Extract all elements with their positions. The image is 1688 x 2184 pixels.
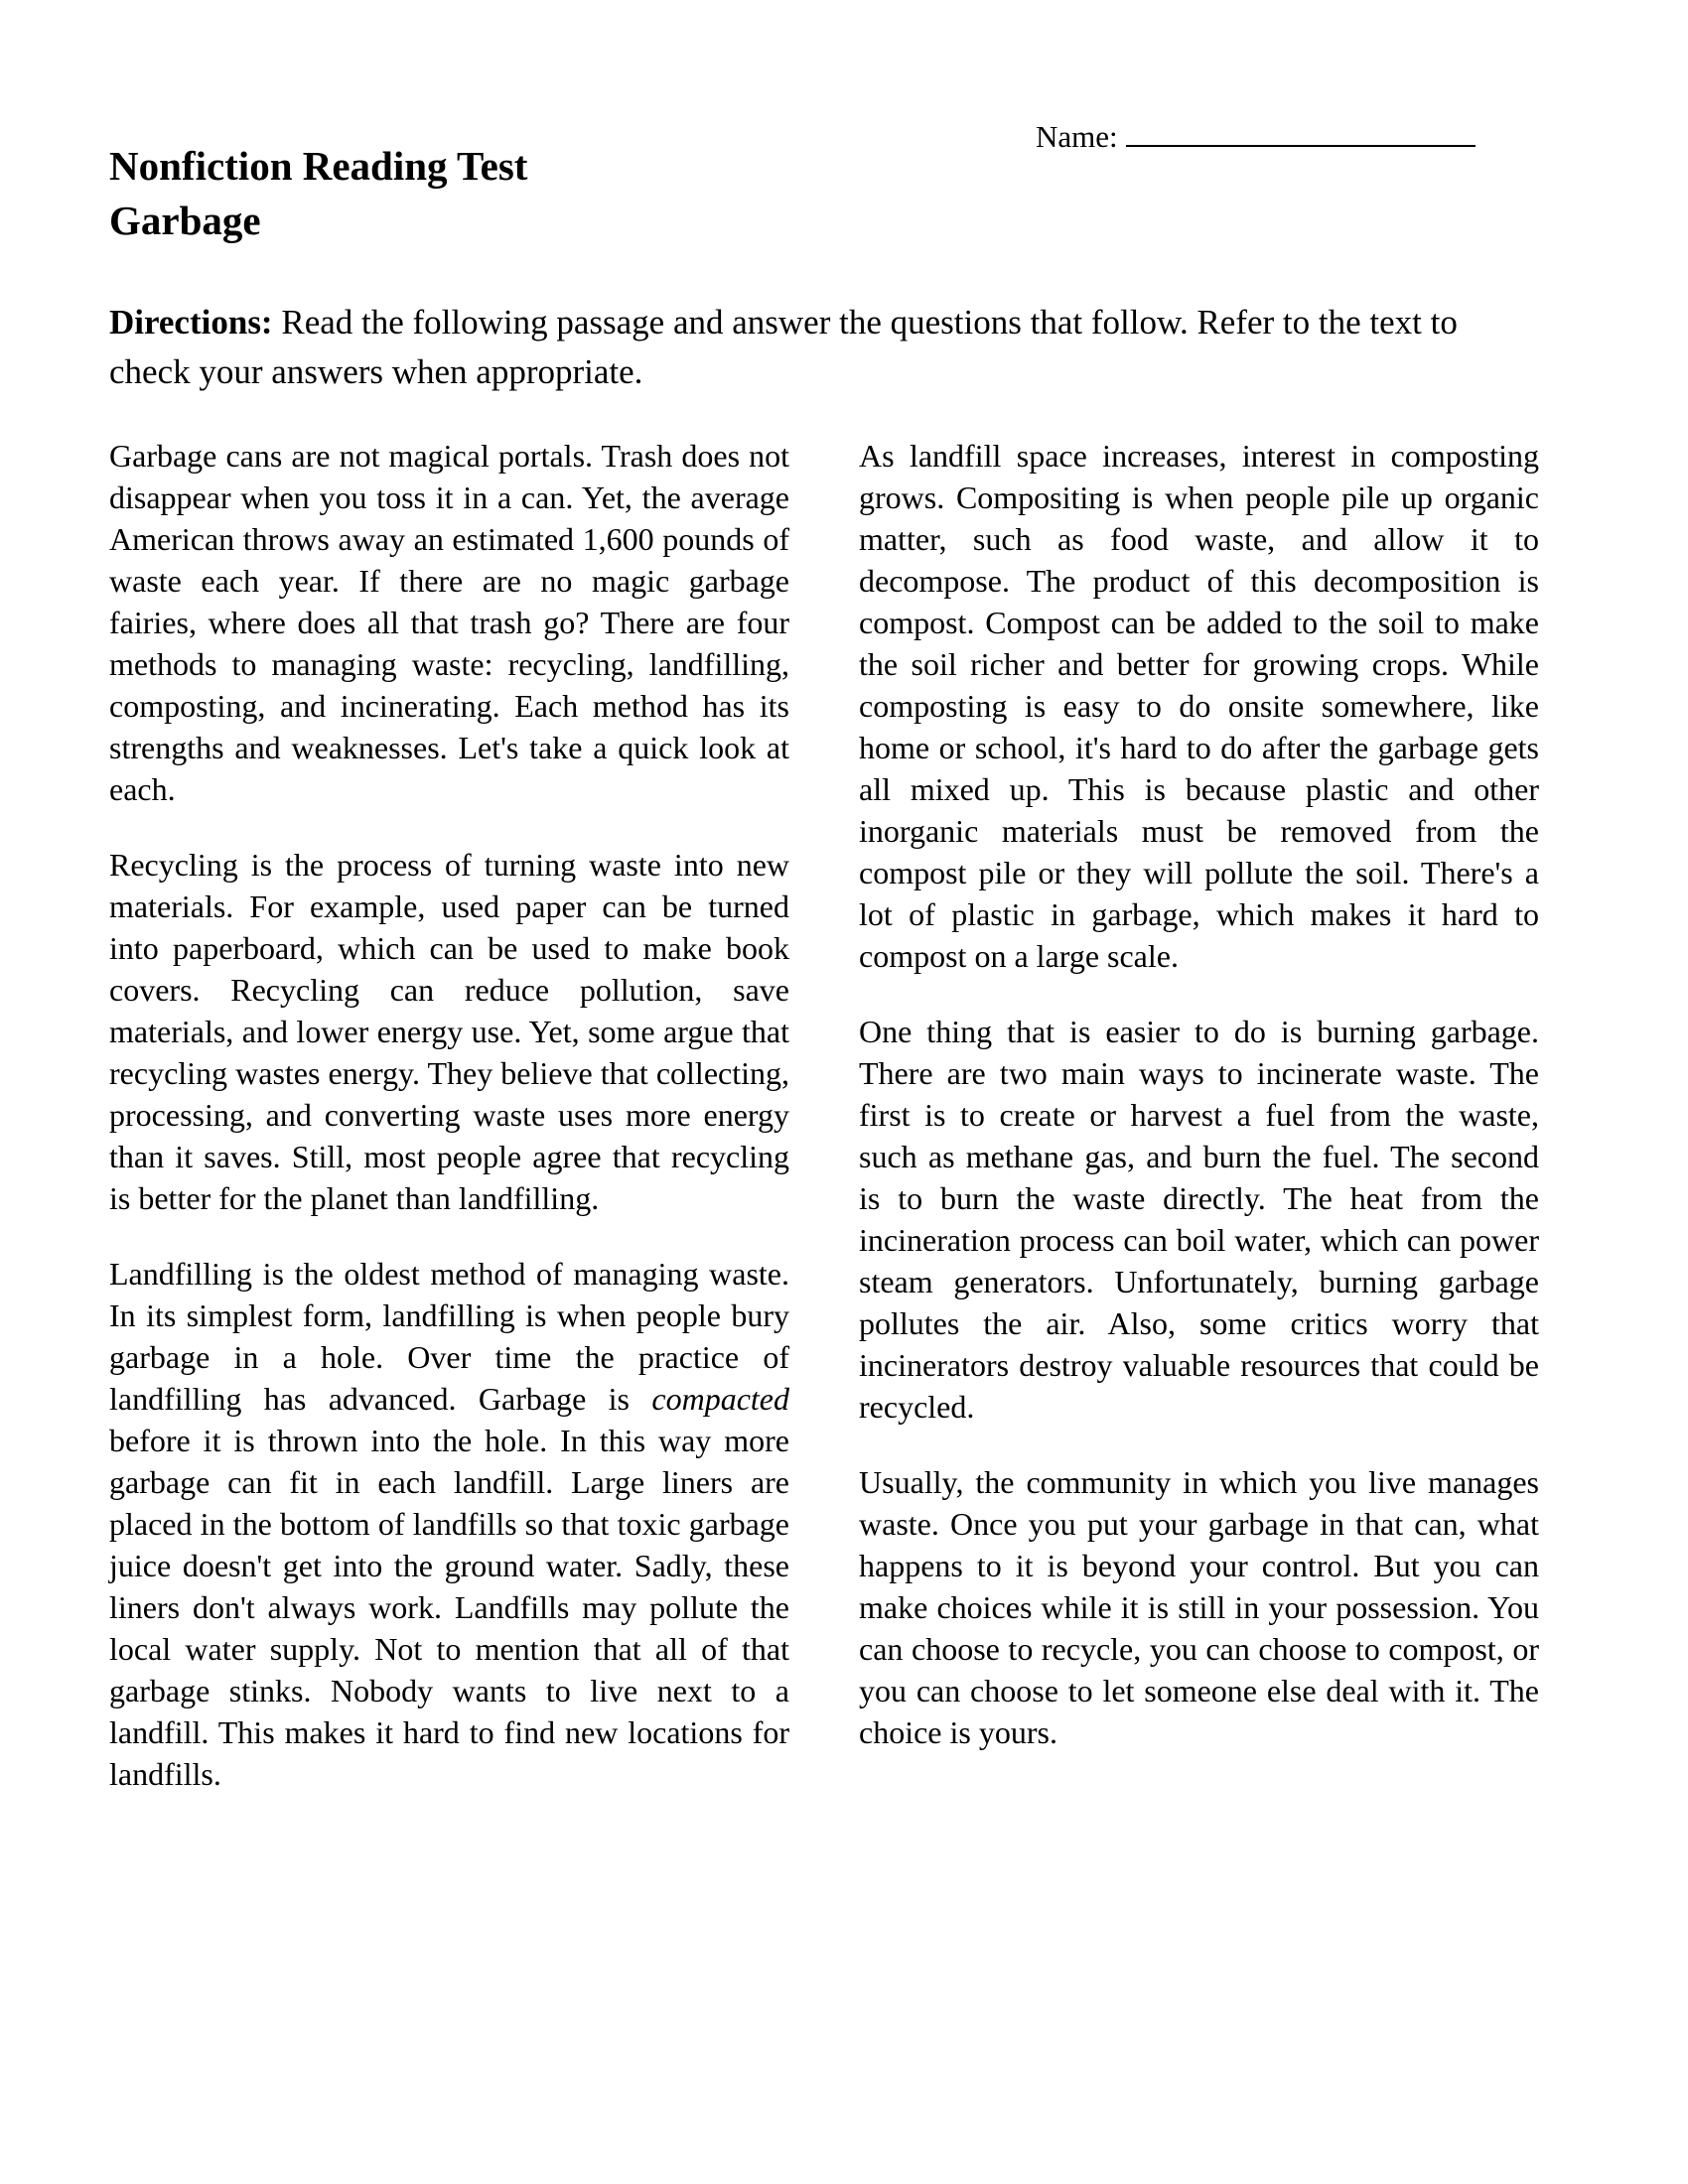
directions [109, 298, 1519, 397]
page-subtitle: Garbage [109, 198, 261, 243]
paragraph-incinerating: One thing that is easier to do is burning garbage. There are two main ways to incinerate waste. The first is to create or harvest a fuel from the waste, such as methane gas, and burn the fuel. The second is to burn the waste directly. The heat from the incineration process can boil water, which can power steam generators. Unfortunately, burning garbage pollutes the air. Also, some critics worry that incinerators destroy valuable resources that could be recycled. [859, 1014, 1539, 1425]
paragraph-landfilling-before: Landfilling is the oldest method of managing waste. In its simplest form, landfilling is when people bury garbage in a hole. Over time the practice of landfilling has advanced. Garbage is [109, 1256, 789, 1417]
title-block [109, 139, 527, 248]
paragraph-recycling: Recycling is the process of turning waste into new materials. For example, used paper can be turned into paperboard, which can be used to make book covers. Recycling can reduce pollution, save materials, and lower energy use. Yet, some argue that recycling wastes energy. They believe that collecting, processing, and converting waste uses more energy than it saves. Still, most people agree that recycling is better for the planet than landfilling. [109, 847, 789, 1216]
directions-label: Directions: [109, 303, 273, 341]
paragraph-intro: Garbage cans are not magical portals. Trash does not disappear when you toss it in a can. Yet, the average American throws away an estimated 1,600 pounds of waste each year. If there are no magic garbage fairies, where does all that trash go? There are four methods to managing waste: recycling, landfilling, composting, and incinerating. Each method has its strengths and weaknesses. Let's take a quick look at each. [109, 438, 789, 807]
paragraph-landfilling [109, 1253, 789, 1795]
paragraph-landfilling-italic-word: compacted [651, 1381, 789, 1417]
paragraph-composting: As landfill space increases, interest in composting grows. Compositing is when people pile up organic matter, such as food waste, and allow it to decompose. The product of this decomposition is compost. Compost can be added to the soil to make the soil richer and better for growing crops. While composting is easy to do onsite somewhere, like home or school, it's hard to do after the garbage gets all mixed up. This is because plastic and other inorganic materials must be removed from the compost pile or they will pollute the soil. There's a lot of plastic in garbage, which makes it hard to compost on a large scale. [859, 438, 1539, 974]
paragraph-conclusion: Usually, the community in which you live manages waste. Once you put your garbage in that can, what happens to it is beyond your control. But you can make choices while it is still in your possession. You can choose to recycle, you can choose to compost, or you can choose to let someone else deal with it. The choice is yours. [859, 1464, 1539, 1750]
page-title: Nonfiction Reading Test [109, 143, 528, 189]
directions-text: Read the following passage and answer the questions that follow. Refer to the text to check your answers when appropriate. [109, 303, 1458, 391]
passage-column-right [859, 435, 1539, 1795]
name-blank-line [1126, 115, 1476, 147]
name-row [1036, 115, 1476, 155]
paragraph-landfilling-after: before it is thrown into the hole. In this way more garbage can fit in each landfill. Large liners are placed in the bottom of landfills so that toxic garbage juice doesn't get into the ground water. Sadly, these liners don't always work. Landfills may pollute the local water supply. Not to mention that all of that garbage stinks. Nobody wants to live next to a landfill. This makes it hard to find new locations for landfills. [109, 1423, 789, 1792]
passage [109, 435, 1539, 1795]
passage-column-left [109, 435, 789, 1795]
name-label: Name: [1036, 119, 1118, 154]
